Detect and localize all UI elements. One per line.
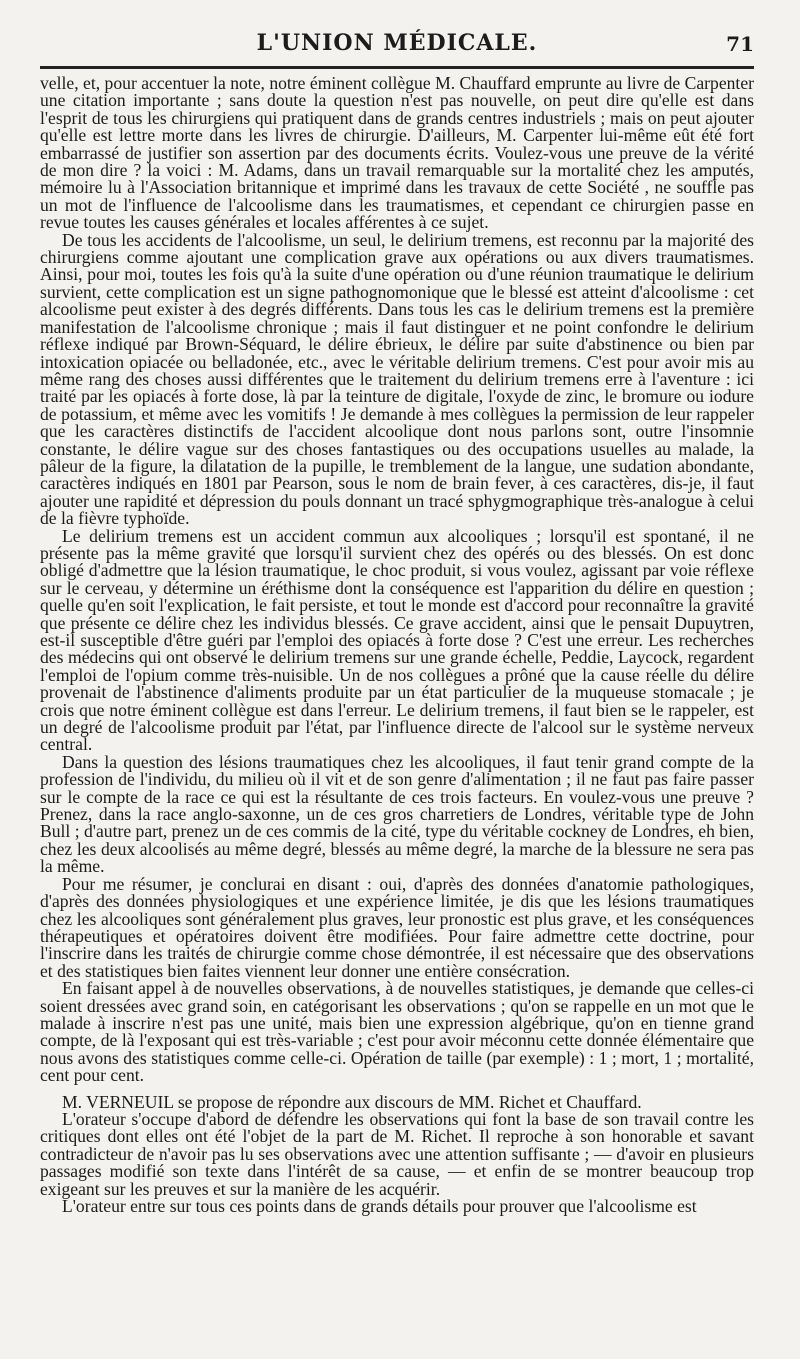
paragraph: velle, et, pour accentuer la note, notre éminent collègue M. Chauffard emprunte au livre de Carpenter une citation importante ; sans doute la question n'est pas nouvelle, on peut dire qu'elle est dans l'esprit de tous les chirurgiens qui pratiquent dans de grands centres industriels ; mais on peut ajouter qu'elle est lettre morte dans les livres de chirurgie. D'ailleurs, M. Carpenter lui-même eût été fort embarrassé de justifier son assertion par des documents écrits. Voulez-vous une preuve de la vérité de mon dire ? la voici : M. Adams, dans un travail remarquable sur la mortalité chez les amputés, mémoire lu à l'Association britannique et imprimé dans les travaux de cette Société , ne souffle pas un mot de l'influence de l'alcoolisme dans les traumatismes, et cependant ce chirurgien passe en revue toutes les causes générales et locales afférentes à ce sujet. [40, 73, 754, 233]
article-body [40, 75, 754, 1215]
paragraph: En faisant appel à de nouvelles observations, à de nouvelles statistiques, je demande que celles-ci soient dressées avec grand soin, en catégorisant les observations ; qu'on se rappelle en un mot que le malade à inscrire n'est pas une unité, mais bien une expression algébrique, qu'on en tienne grand compte, de là l'exposant qui est très-variable ; c'est pour avoir méconnu cette donnée élémentaire que nous avons des statistiques comme celle-ci. Opération de taille (par exemple) : 1 ; mort, 1 ; mortalité, cent pour cent. [40, 978, 754, 1086]
paragraph: Pour me résumer, je conclurai en disant : oui, d'après des données d'anatomie pathologiques, d'après des données physiologiques et une expérience limitée, je dis que les lésions traumatiques chez les alcooliques sont généralement plus graves, leur pronostic est plus grave, et les conséquences thérapeutiques et opératoires doivent être modifiées. Pour faire admettre cette doctrine, pour l'inscrire dans les traités de chirurgie comme chose démontrée, il est nécessaire que des observations et des statistiques bien faites viennent leur donner une entière consécration. [40, 873, 754, 981]
running-title: L'UNION MÉDICALE. [256, 30, 538, 56]
paragraph: L'orateur entre sur tous ces points dans de grands détails pour prouver que l'alcoolisme est [62, 1196, 697, 1216]
paragraph: De tous les accidents de l'alcoolisme, un seul, le delirium tremens, est reconnu par la majorité des chirurgiens comme ajoutant une complication grave aux opérations ou aux divers traumatismes. Ainsi, pour moi, toutes les fois qu'à la suite d'une opération ou d'une réunion traumatique le delirium survient, cette complication est un signe pathognomonique que le blessé est atteint d'alcoolisme : cet alcoolisme peut exister à des degrés différents. Dans tous les cas le delirium tremens est la première manifestation de l'alcoolisme chronique ; mais il faut distinguer et ne point confondre le delirium réflexe indiqué par Brown-Séquard, le délire ébrieux, le délire par suite d'abstinence ou bien par intoxication opiacée ou belladonée, etc., avec le véritable delirium tremens. C'est pour avoir mis au même rang des choses aussi différentes que le traitement du delirium tremens erre à l'aventure : ici traité par les opiacés à forte dose, là par la teinture de digitale, l'oxyde de zinc, le bromure ou iodure de potassium, et même avec les vomitifs ! Je demande à mes collègues la permission de leur rappeler que les caractères distinctifs de l'accident alcoolique dont nous parlons sont, outre l'insomnie constante, le délire vague sur des choses fantastiques ou des occupations usuelles au malade, la pâleur de la figure, la dilatation de la pupille, le tremblement de la langue, une sudation abondante, caractères indiqués en 1801 par Pearson, sous le nom de brain fever, à ces caractères, dis-je, il faut ajouter une rapidité et dépression du pouls donnant un tracé sphygmographique très-analogue à celui de la fièvre typhoïde. [40, 229, 754, 529]
page-header [40, 30, 754, 66]
paragraph: Le delirium tremens est un accident commun aux alcooliques ; lorsqu'il est spontané, il ne présente pas la même gravité que lorsqu'il survient chez des opérés ou des blessés. On est donc obligé d'admettre que la lésion traumatique, le choc produit, si vous voulez, agissant par voie réflexe sur le cerveau, y détermine un éréthisme dont la conséquence est l'apparition du délire en question ; quelle qu'en soit l'explication, le fait persiste, et tout le monde est d'accord pour reconnaître la gravité que présente ce délire chez les individus blessés. Ce grave accident, ainsi que le pensait Dupuytren, est-il susceptible d'être guéri par l'emploi des opiacés à forte dose ? C'est une erreur. Les recherches des médecins qui ont observé le delirium tremens sur une grande échelle, Peddie, Laycock, regardent l'emploi de l'opium comme très-nuisible. Un de nos collègues a prôné que la cause réelle du délire provenait de l'abstinence d'aliments produite par un état particulier de la muqueuse stomacale ; je crois que notre éminent collègue est dans l'erreur. Le delirium tremens, il faut bien se le rappeler, est un degré de l'alcoolisme produit par l'état, par l'influence directe de l'alcool sur le système nerveux central. [40, 525, 754, 755]
paragraph: Dans la question des lésions traumatiques chez les alcooliques, il faut tenir grand compte de la profession de l'individu, du milieu où il vit et de son genre d'alimentation ; il ne faut pas faire passer sur le compte de la race ce qui est la résultante de ces trois facteurs. En voulez-vous une preuve ? Prenez, dans la race anglo-saxonne, un de ces gros charretiers de Londres, véritable type de John Bull ; d'autre part, prenez un de ces commis de la cité, type du véritable cockney de Londres, eh bien, chez les deux alcoolisés au même degré, blessés au même degré, la marche de la blessure ne sera pas la même. [40, 751, 754, 877]
page-number: 71 [726, 32, 754, 56]
header-rule [40, 66, 754, 69]
speaker-paragraph: M. VERNEUIL se propose de répondre aux discours de MM. Richet et Chauffard. [62, 1091, 642, 1112]
paragraph: L'orateur s'occupe d'abord de défendre les observations qui font la base de son travail contre les critiques dont elles ont été l'objet de la part de M. Richet. Il reproche à son honorable et savant contradicteur de n'avoir pas lu ses observations avec une attention suffisante ; — d'avoir en plusieurs passages modifié son texte dans l'intérêt de sa cause, — et enfin de se montrer beaucoup trop exigeant sur les preuves et sur la manière de les acquérir. [40, 1108, 754, 1199]
